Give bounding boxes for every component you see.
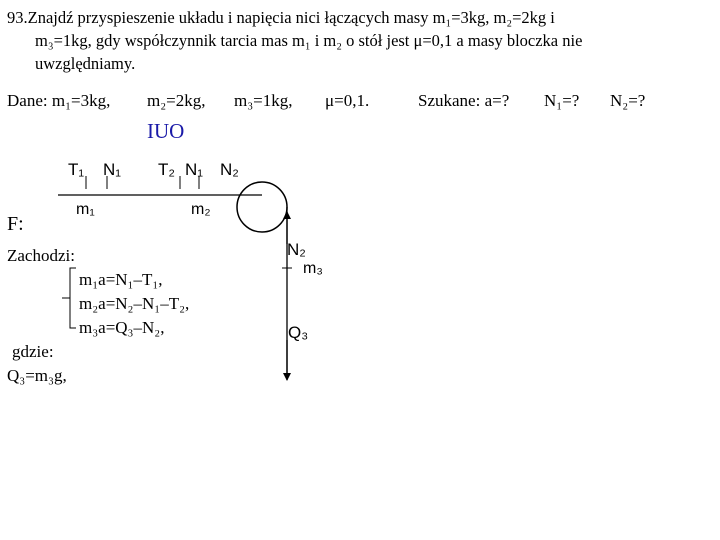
label-n2-block2: N₂	[220, 160, 239, 179]
label-t1: T₁	[68, 160, 85, 179]
label-n1: N₁	[103, 160, 122, 179]
equations-brace	[70, 268, 76, 328]
problem-line-3: uwzględniamy.	[35, 54, 136, 73]
sought-n1: N₁=?	[544, 91, 580, 110]
given-m3: m₃=1kg,	[234, 91, 293, 110]
f-label: F:	[7, 213, 24, 235]
label-m3: m₃	[303, 260, 323, 277]
iuo-heading: IUO	[147, 119, 185, 143]
label-m1: m₁	[76, 201, 95, 218]
label-q3: Q₃	[288, 323, 309, 342]
equations-heading: Zachodzi:	[7, 246, 75, 265]
equation-3: m₃a=Q₃–N₂,	[79, 318, 165, 337]
given-mu: μ=0,1.	[325, 91, 370, 110]
label-n2-hanging: N₂	[287, 240, 306, 259]
equation-1: m₁a=N₁–T₁,	[79, 270, 163, 289]
pulley-circle	[237, 182, 287, 232]
given-m2: m₂=2kg,	[147, 91, 206, 110]
problem-line-2: m₃=1kg, gdy współczynnik tarcia mas m₁ i m₂ o stół jest μ=0,1 a masy bloczka nie	[35, 31, 583, 50]
problem-line-1: 93.Znajdź przyspieszenie układu i napięcia nici łączących masy m₁=3kg, m₂=2kg i	[7, 8, 555, 27]
where-label: gdzie:	[12, 342, 54, 361]
sought-n2: N₂=?	[610, 91, 646, 110]
q3-definition: Q₃=m₃g,	[7, 366, 67, 385]
equation-2: m₂a=N₂–N₁–T₂,	[79, 294, 190, 313]
label-n1-block2: N₁	[185, 160, 204, 179]
sought-a: Szukane: a=?	[418, 91, 510, 110]
given-m1: Dane: m₁=3kg,	[7, 91, 111, 110]
label-m2: m₂	[191, 201, 211, 218]
label-t2: T₂	[158, 160, 175, 179]
